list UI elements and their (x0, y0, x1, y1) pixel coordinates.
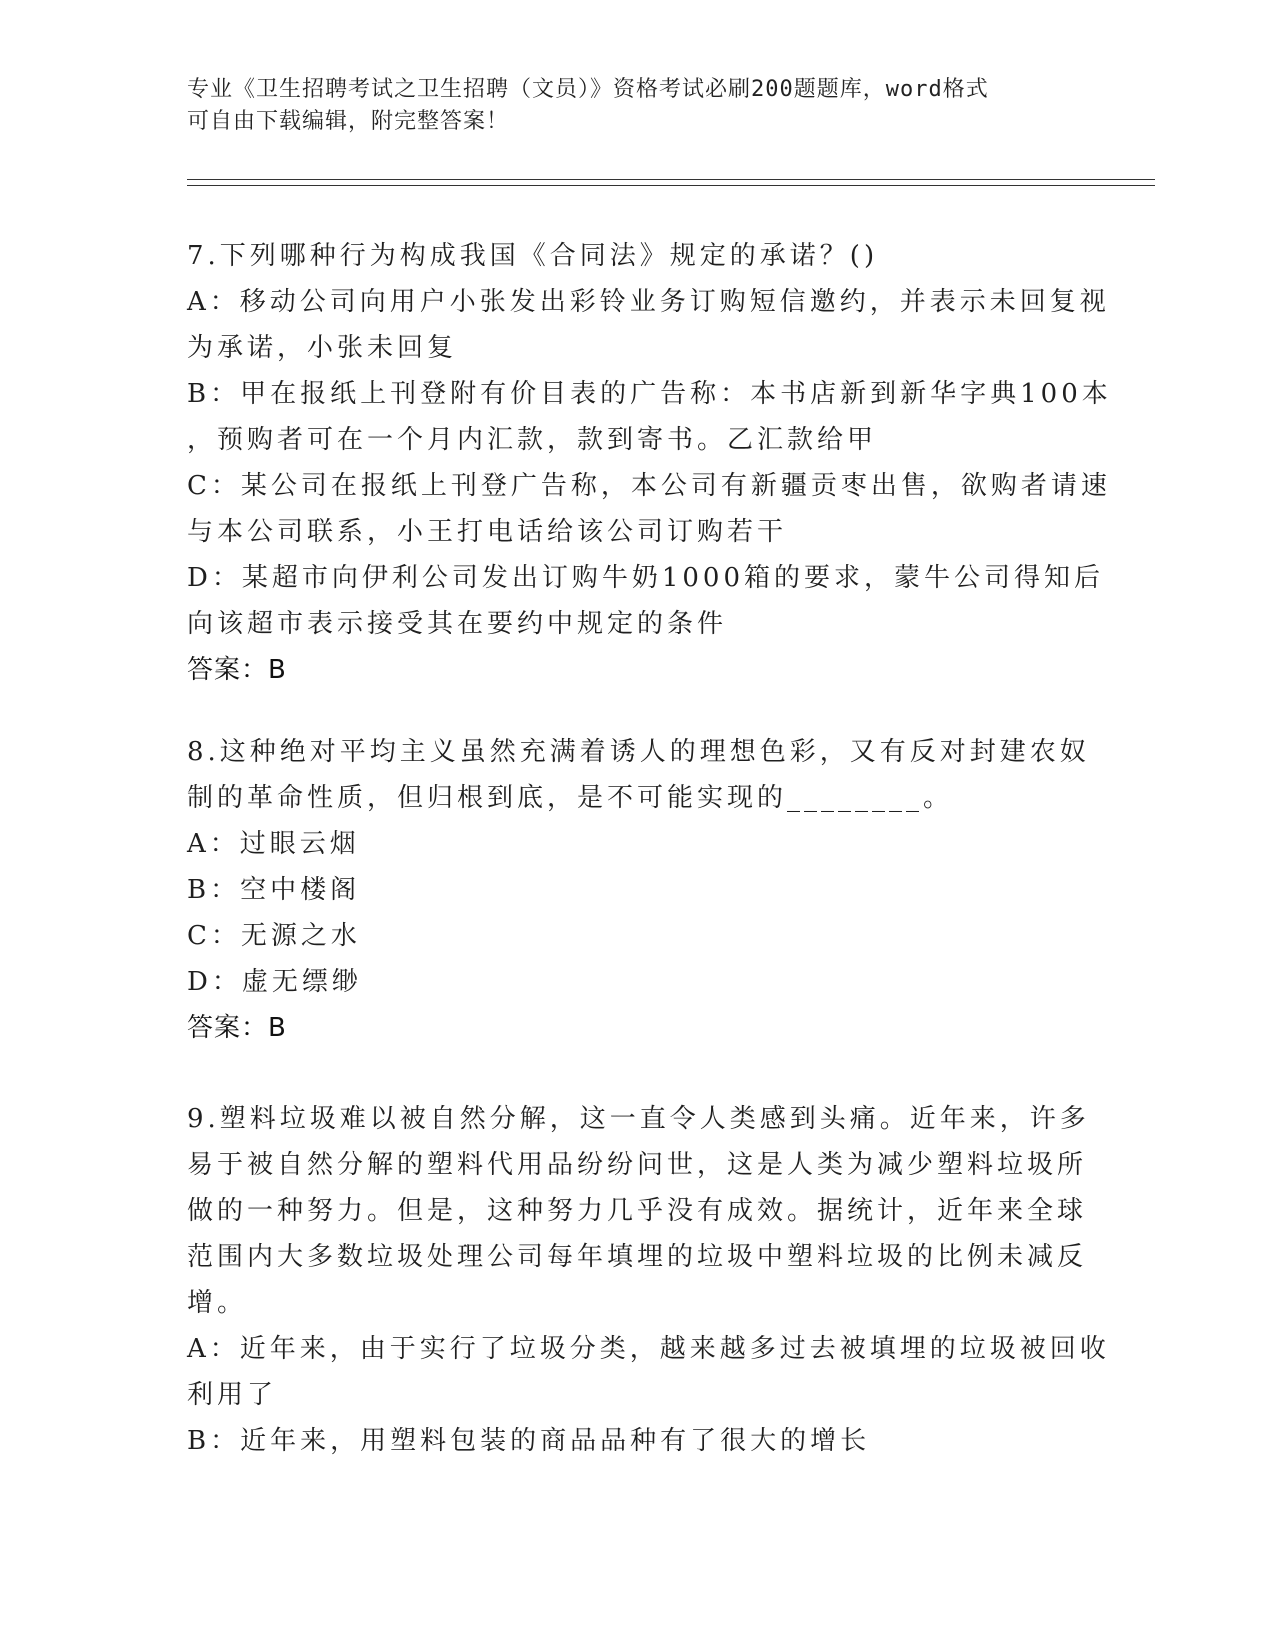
option-a: A：移动公司向用户小张发出彩铃业务订购短信邀约，并表示未回复视 (187, 287, 1110, 317)
question-7 (187, 233, 1112, 693)
option-a-continued: 利用了 (187, 1380, 278, 1410)
option-a: A：过眼云烟 (187, 829, 360, 859)
option-b: B：甲在报纸上刊登附有价目表的广告称：本书店新到新华字典100本 (187, 379, 1112, 409)
option-c-continued: 与本公司联系，小王打电话给该公司订购若干 (187, 517, 788, 547)
option-b: B：近年来，用塑料包装的商品品种有了很大的增长 (187, 1426, 871, 1456)
option-c: C：无源之水 (187, 921, 361, 951)
option-b-continued: ，预购者可在一个月内汇款，款到寄书。乙汇款给甲 (187, 425, 878, 455)
question-stem: 8.这种绝对平均主义虽然充满着诱人的理想色彩，又有反对封建农奴 (187, 737, 1090, 767)
option-a: A：近年来，由于实行了垃圾分类，越来越多过去被填埋的垃圾被回收 (187, 1334, 1110, 1364)
question-stem-continued: 制的革命性质，但归根到底，是不可能实现的________。 (187, 783, 954, 813)
option-c: C：某公司在报纸上刊登广告称，本公司有新疆贡枣出售，欲购者请速 (187, 471, 1111, 501)
document-page (187, 0, 1167, 1650)
option-d: D：某超市向伊利公司发出订购牛奶1000箱的要求，蒙牛公司得知后 (187, 563, 1105, 593)
question-stem-continued: 范围内大多数垃圾处理公司每年填埋的垃圾中塑料垃圾的比例未减反 (187, 1242, 1088, 1272)
option-b: B：空中楼阁 (187, 875, 361, 905)
question-stem-continued: 做的一种努力。但是，这种努力几乎没有成效。据统计，近年来全球 (187, 1196, 1088, 1226)
option-d-continued: 向该超市表示接受其在要约中规定的条件 (187, 609, 728, 639)
header-line: 专业《卫生招聘考试之卫生招聘（文员）》资格考试必刷200题题库，word格式 (187, 77, 989, 102)
question-stem: 9.塑料垃圾难以被自然分解，这一直令人类感到头痛。近年来，许多 (187, 1104, 1090, 1134)
answer-label: 答案：B (187, 1013, 287, 1043)
header-divider-top (187, 179, 1155, 180)
option-d: D：虚无缥缈 (187, 967, 362, 997)
header-divider-bottom (187, 185, 1155, 186)
question-9 (187, 1096, 1110, 1464)
question-stem-continued: 增。 (187, 1288, 248, 1318)
option-a-continued: 为承诺，小张未回复 (187, 333, 458, 363)
question-8 (187, 729, 1090, 1051)
question-stem-continued: 易于被自然分解的塑料代用品纷纷问世，这是人类为减少塑料垃圾所 (187, 1150, 1088, 1180)
answer-label: 答案：B (187, 655, 287, 685)
header-line: 可自由下载编辑，附完整答案！ (187, 109, 510, 134)
question-stem: 7.下列哪种行为构成我国《合同法》规定的承诺？() (187, 241, 879, 271)
document-header (187, 74, 1087, 138)
